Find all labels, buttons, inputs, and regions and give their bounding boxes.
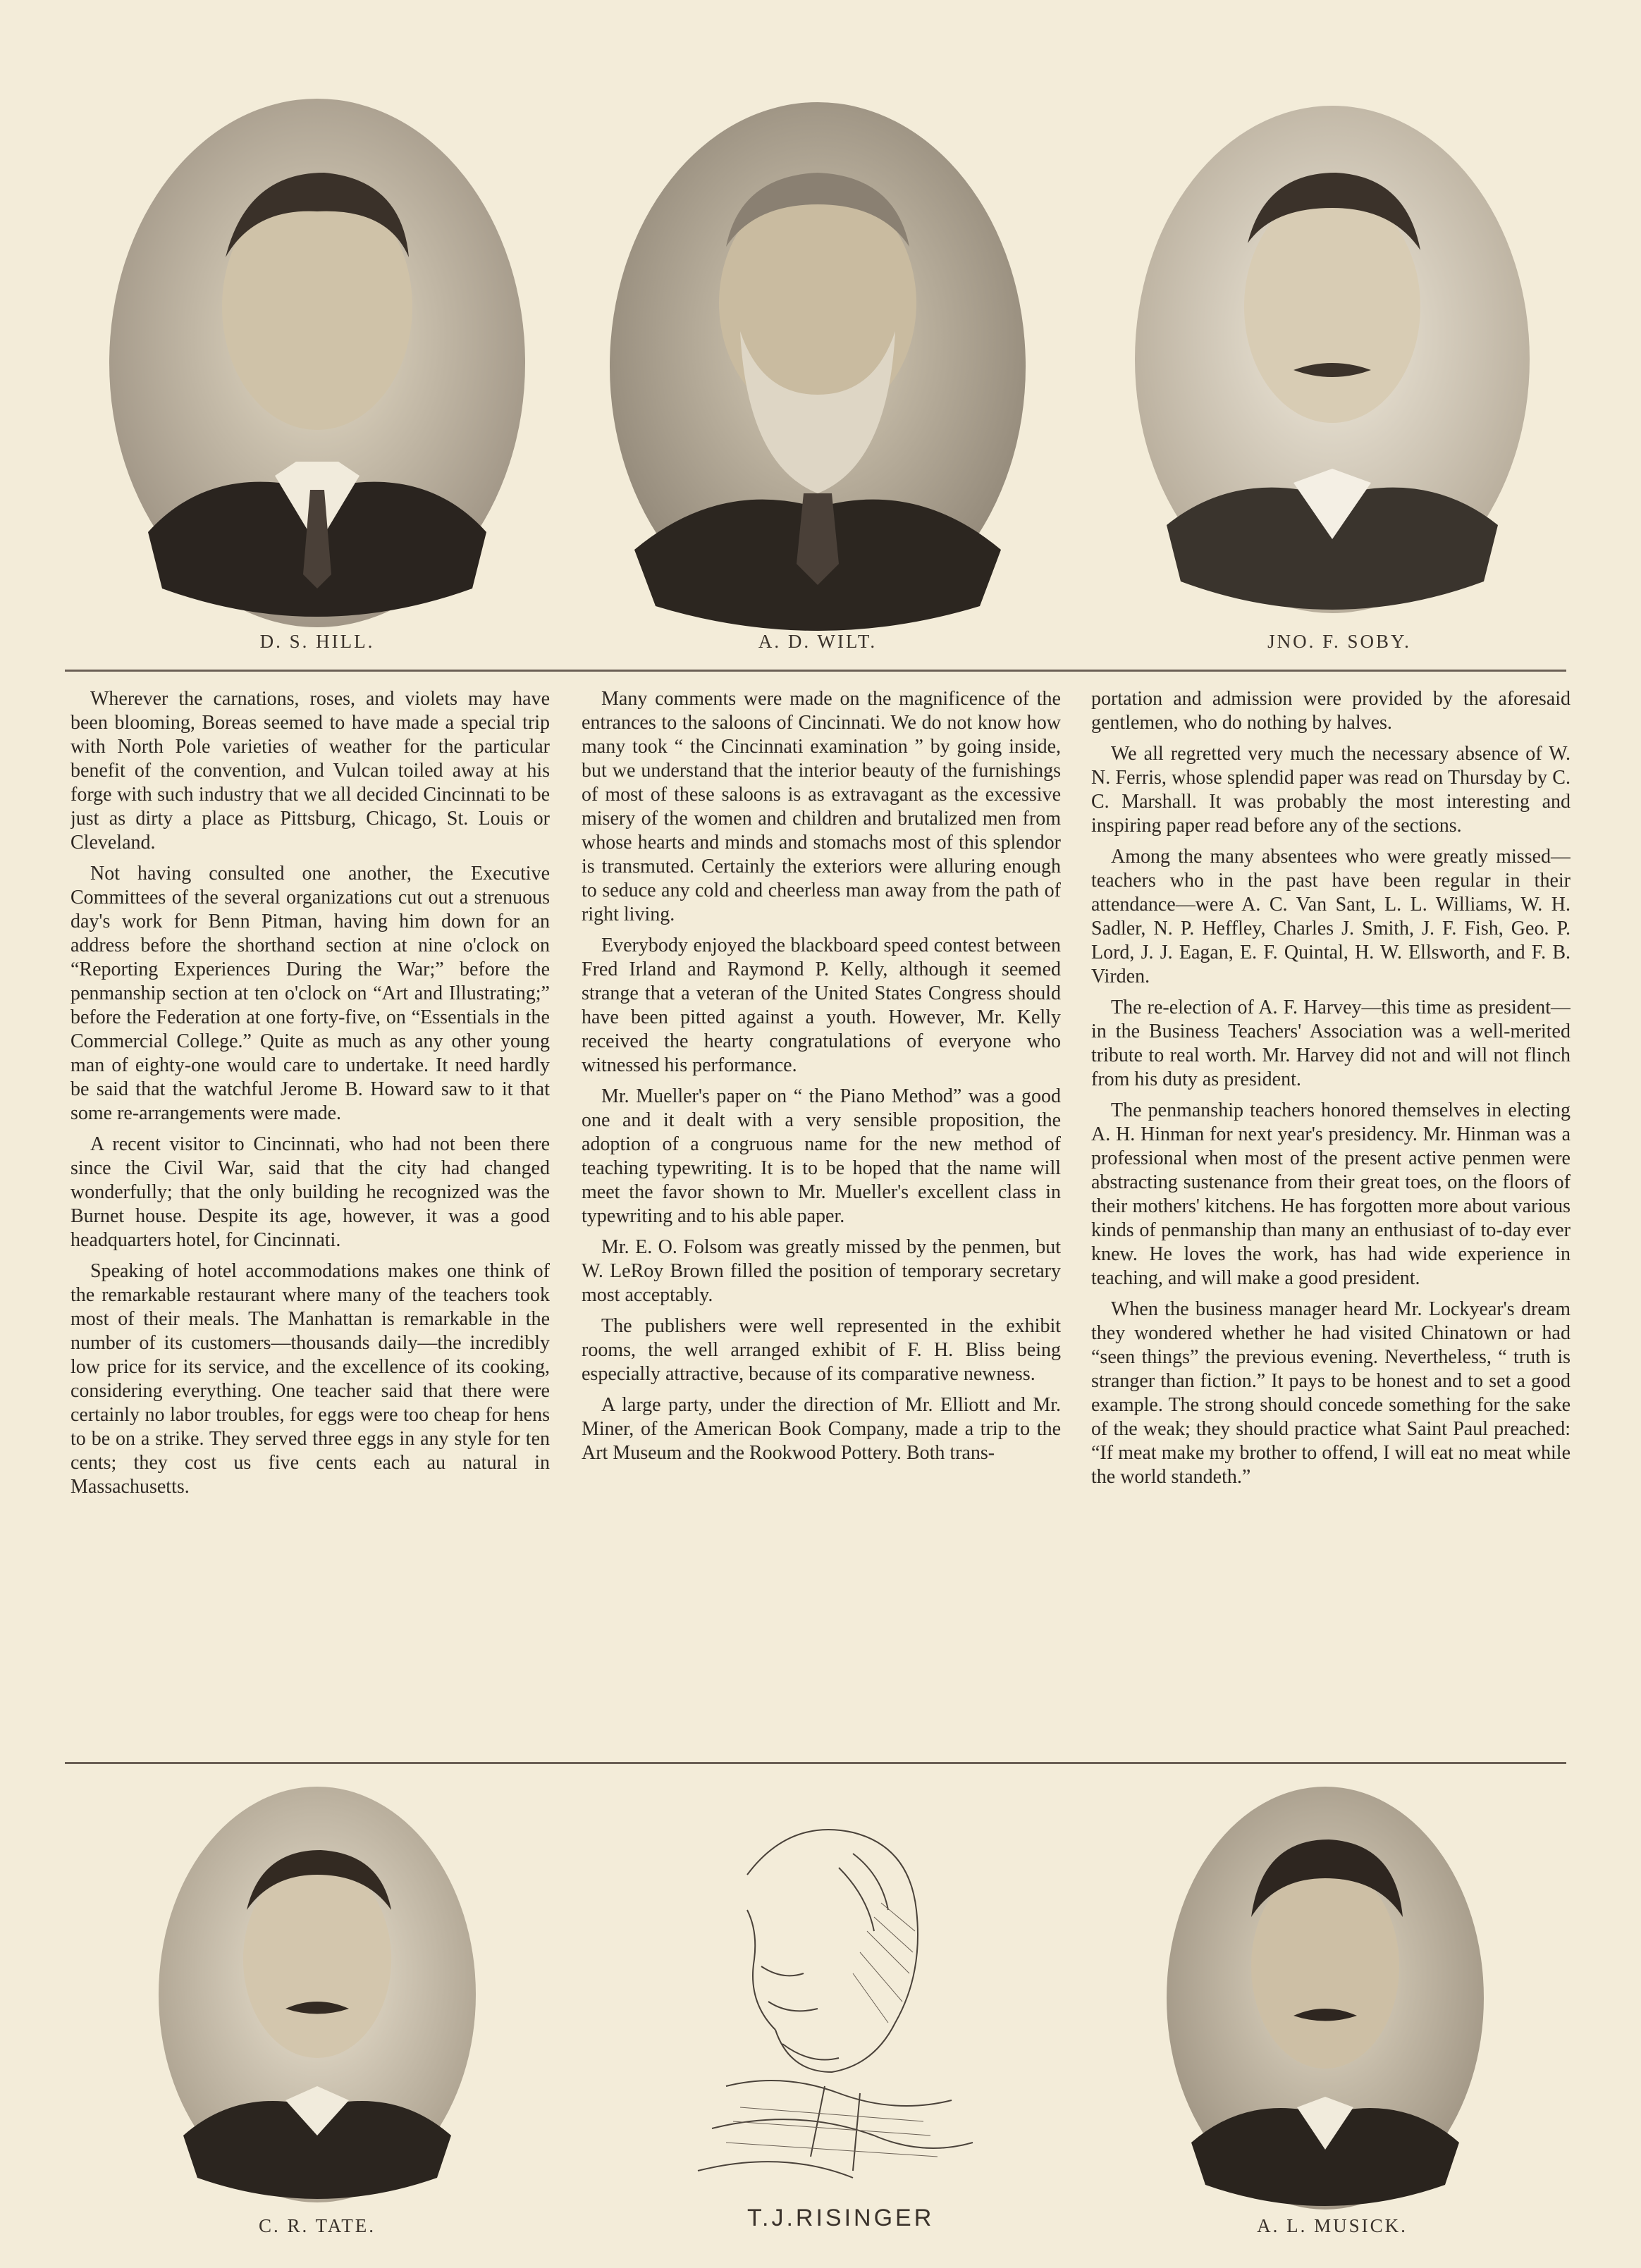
paragraph: The re-election of A. F. Harvey—this time as president—in the Business Teachers' Association was a well-merited tribute to real worth. Mr. Harvey did not and will not flinch from his duty as president. [1091, 997, 1571, 1090]
caption-hill: D. S. HILL. [259, 631, 375, 652]
paragraph: Mr. Mueller's paper on “ the Piano Method” was a good one and it dealt with a very sensible proposition, the adoption of a congruous name for the new method of teaching typewriting. It is to be hoped that the name will meet the favor shown to Mr. Mueller's excellent class in typewriting and to his able paper. [582, 1085, 1061, 1227]
paragraph: We all regretted very much the necessary absence of W. N. Ferris, whose splendid paper was read on Thursday by C. C. Marshall. It was probably the most interesting and inspiring paper read before any of the sections. [1091, 743, 1571, 837]
text-column-3 [1091, 687, 1571, 1758]
sketch-signature: T.J.RISINGER [747, 2205, 935, 2231]
paragraph: Speaking of hotel accommodations makes one think of the remarkable restaurant where many of the teachers took most of their meals. The Manhattan is remarkable in the number of its customers—thousands daily—the incredibly low price for its service, and the excellence of its cooking, considering everything. One teacher said that there were certainly no labor troubles, for eggs were too cheap for hens to be on a strike. They served three eggs in any style for ten cents; they cost us five cents each au natural in Massachusetts. [70, 1260, 550, 1498]
portrait-hill [106, 95, 529, 631]
caption-musick: A. L. MUSICK. [1257, 2215, 1408, 2236]
paragraph: The penmanship teachers honored themselves in electing A. H. Hinman for next year's presidency. Mr. Hinman was a professional when most of the present active penmen were abstracting sustenance from their great toes, on the floors of their mothers' kitchens. He has forgotten more about various kinds of penmanship than many an enthusiast of to-day ever knew. He loves the work, has had wide experience in teaching, and will make a good president. [1091, 1099, 1571, 1289]
text-column-1 [70, 687, 550, 1758]
caption-soby: JNO. F. SOBY. [1267, 631, 1411, 652]
text-column-2 [582, 687, 1061, 1758]
paragraph: Everybody enjoyed the blackboard speed contest between Fred Irland and Raymond P. Kelly, although it seemed strange that a veteran of the United States Congress should have been pitted against a youth. However, Mr. Kelly received the hearty congratulations of everyone who witnessed his performance. [582, 935, 1061, 1076]
paragraph: portation and admission were provided by the aforesaid gentlemen, who do nothing by halves. [1091, 688, 1571, 734]
caption-tate: C. R. TATE. [258, 2215, 376, 2236]
paragraph: When the business manager heard Mr. Lockyear's dream they wondered whether he had visited Chinatown or had “seen things” the previous evening. Nevertheless, “ truth is stranger than fiction.” It pays to be honest and to set a good example. The strong should concede something for the sake of the weak; they should practice what Saint Paul preached: “If meat make my brother to offend, I will eat no meat while the world standeth.” [1091, 1298, 1571, 1488]
portrait-wilt [606, 99, 1029, 634]
paragraph: Not having consulted one another, the Executive Committees of the several organizations cut out a strenuous day's work for Benn Pitman, having him down for an address before the shorthand section at nine o'clock on “Reporting Experiences During the War;” before the penmanship section at ten o'clock on “Art and Illustrating;” before the Federation at one forty-five, on “Essentials in the Commercial College.” Quite as much as any other young man of eighty-one would care to undertake. It need hardly be said that the watchful Jerome B. Howard saw to it that some re-arrangements were made. [70, 863, 550, 1124]
paragraph: Many comments were made on the magnificence of the entrances to the saloons of Cincinnati. We do not know how many took “ the Cincinnati examination ” by going inside, but we understand that the interior beauty of the furnishings of most of these saloons is as extravagant as the excessive misery of the women and children and brutalized men from whose hearts and minds and stomachs most of this splendor is transmuted. Certainly the exteriors were alluring enough to seduce any cold and cheerless man away from the path of right living. [582, 688, 1061, 925]
paragraph: A recent visitor to Cincinnati, who had not been there since the Civil War, said that the city had changed wonderfully; that the only building he recognized was the Burnet house. Despite its age, however, it was a good headquarters hotel, for Cincinnati. [70, 1133, 550, 1251]
portrait-soby [1131, 102, 1533, 617]
paragraph: Among the many absentees who were greatly missed—teachers who in the past have been regular in their attendance—were A. C. Van Sant, L. L. Williams, W. H. Sadler, N. P. Heffley, Charles J. Smith, J. F. Fish, Geo. P. Lord, J. J. Eagan, E. F. Quintal, H. W. Ellsworth, and F. B. Virden. [1091, 846, 1571, 987]
bottom-divider [65, 1762, 1566, 1764]
portrait-musick [1163, 1783, 1487, 2213]
paragraph: The publishers were well represented in the exhibit rooms, the well arranged exhibit of F. H. Bliss being especially attractive, because of its comparative newness. [582, 1315, 1061, 1385]
paragraph: Mr. E. O. Folsom was greatly missed by the penmen, but W. LeRoy Brown filled the position of temporary secretary most acceptably. [582, 1236, 1061, 1306]
sketch-risinger [641, 1790, 1008, 2199]
paragraph: A large party, under the direction of Mr. Elliott and Mr. Miner, of the American Book Company, made a trip to the Art Museum and the Rookwood Pottery. Both trans- [582, 1394, 1061, 1464]
portrait-tate [155, 1783, 479, 2206]
paragraph: Wherever the carnations, roses, and violets may have been blooming, Boreas seemed to have made a special trip with North Pole varieties of weather for the particular benefit of the convention, and Vulcan toiled away at his forge with such industry that we all decided Cincinnati to be just as dirty a place as Pittsburg, Chicago, St. Louis or Cleveland. [70, 688, 550, 853]
caption-wilt: A. D. WILT. [758, 631, 878, 652]
top-divider [65, 670, 1566, 672]
